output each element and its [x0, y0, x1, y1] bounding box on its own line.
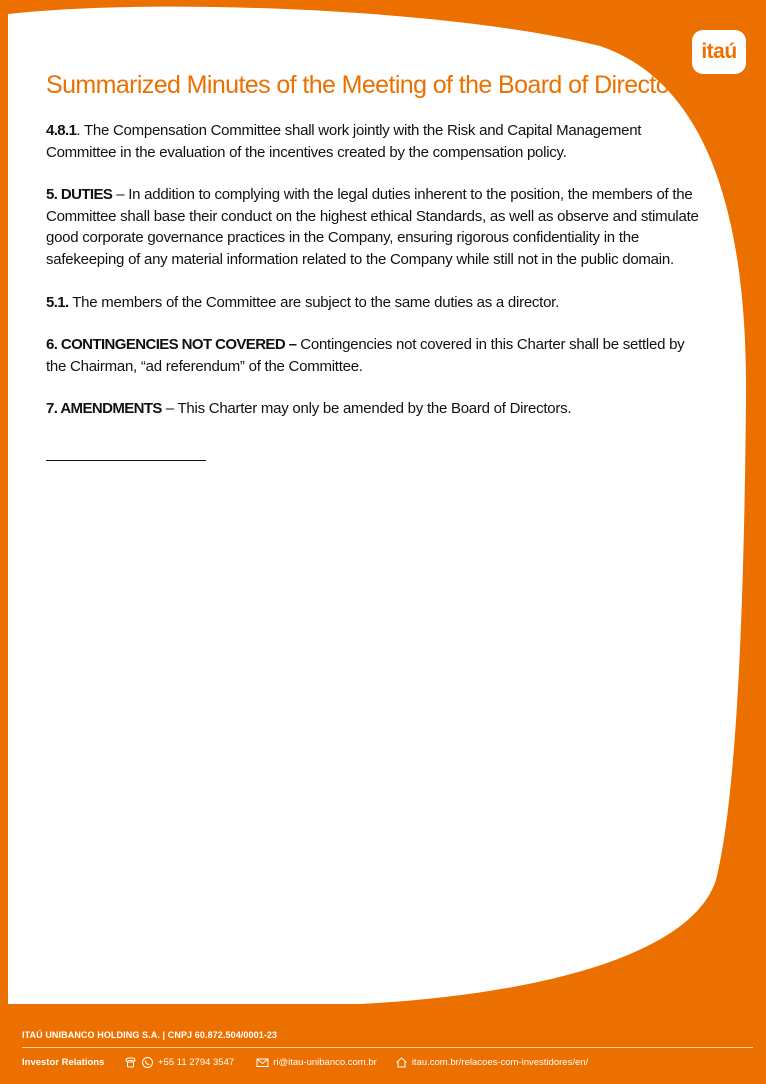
section-number: 4.8.1	[46, 122, 77, 139]
website-link[interactable]: itau.com.br/relacoes-com-investidores/en/	[411, 1057, 589, 1068]
phone-number: +55 11 2794 3547	[158, 1057, 235, 1068]
email-link[interactable]: ri@itau-unibanco.com.br	[273, 1057, 377, 1068]
page-title: Summarized Minutes of the Meeting of the Board of Directors	[46, 71, 689, 99]
paragraph-text: . The Compensation Committee shall work jointly with the Risk and Capital Management Committee in the evaluation of the incentives created by the compensation policy.	[46, 122, 642, 161]
section-heading: 5. DUTIES	[46, 186, 113, 204]
website-contact[interactable]	[395, 1056, 588, 1069]
paragraph-text: – In addition to complying with the legal duties inherent to the position, the members of the Committee shall base their conduct on the highest ethical Standards, as well as observe and stimulate good corporate governance practices in the Company, ensuring rigorous confidentiality in the safekeeping of any material information related to the Company while still not in the public domain.	[46, 186, 699, 268]
signature-rule	[46, 460, 206, 461]
mail-icon	[256, 1056, 269, 1069]
footer-divider	[22, 1047, 753, 1048]
footer-contacts	[22, 1056, 752, 1069]
paragraph-5-1	[46, 292, 706, 314]
paragraph-text: – This Charter may only be amended by the Board of Directors.	[161, 400, 572, 418]
email-contact[interactable]	[256, 1056, 377, 1069]
paragraph-text: The members of the Committee are subject to the same duties as a director.	[68, 293, 560, 311]
section-heading: 6. CONTINGENCIES NOT COVERED –	[46, 336, 297, 354]
paragraph-contingencies	[46, 334, 706, 377]
section-heading: 7. AMENDMENTS	[46, 400, 162, 418]
paragraph-amendments	[46, 398, 706, 420]
paragraph-4-8-1	[46, 120, 706, 163]
paragraph-duties	[46, 184, 706, 270]
section-number: 5.1.	[46, 293, 69, 311]
document-body	[46, 66, 706, 461]
phone-contact[interactable]	[124, 1056, 234, 1069]
footer	[22, 1030, 752, 1069]
company-info: ITAÚ UNIBANCO HOLDING S.A. | CNPJ 60.872.504/0001-23	[22, 1030, 278, 1040]
investor-relations-label: Investor Relations	[22, 1057, 105, 1068]
whatsapp-icon	[141, 1056, 154, 1069]
home-icon	[395, 1056, 408, 1069]
itau-logo: itaú	[692, 30, 746, 74]
phone-icon	[124, 1056, 137, 1069]
paragraph-text: Contingencies not covered in this Charter shall be settled by the Chairman, “ad referendum” of the Committee.	[46, 336, 685, 375]
